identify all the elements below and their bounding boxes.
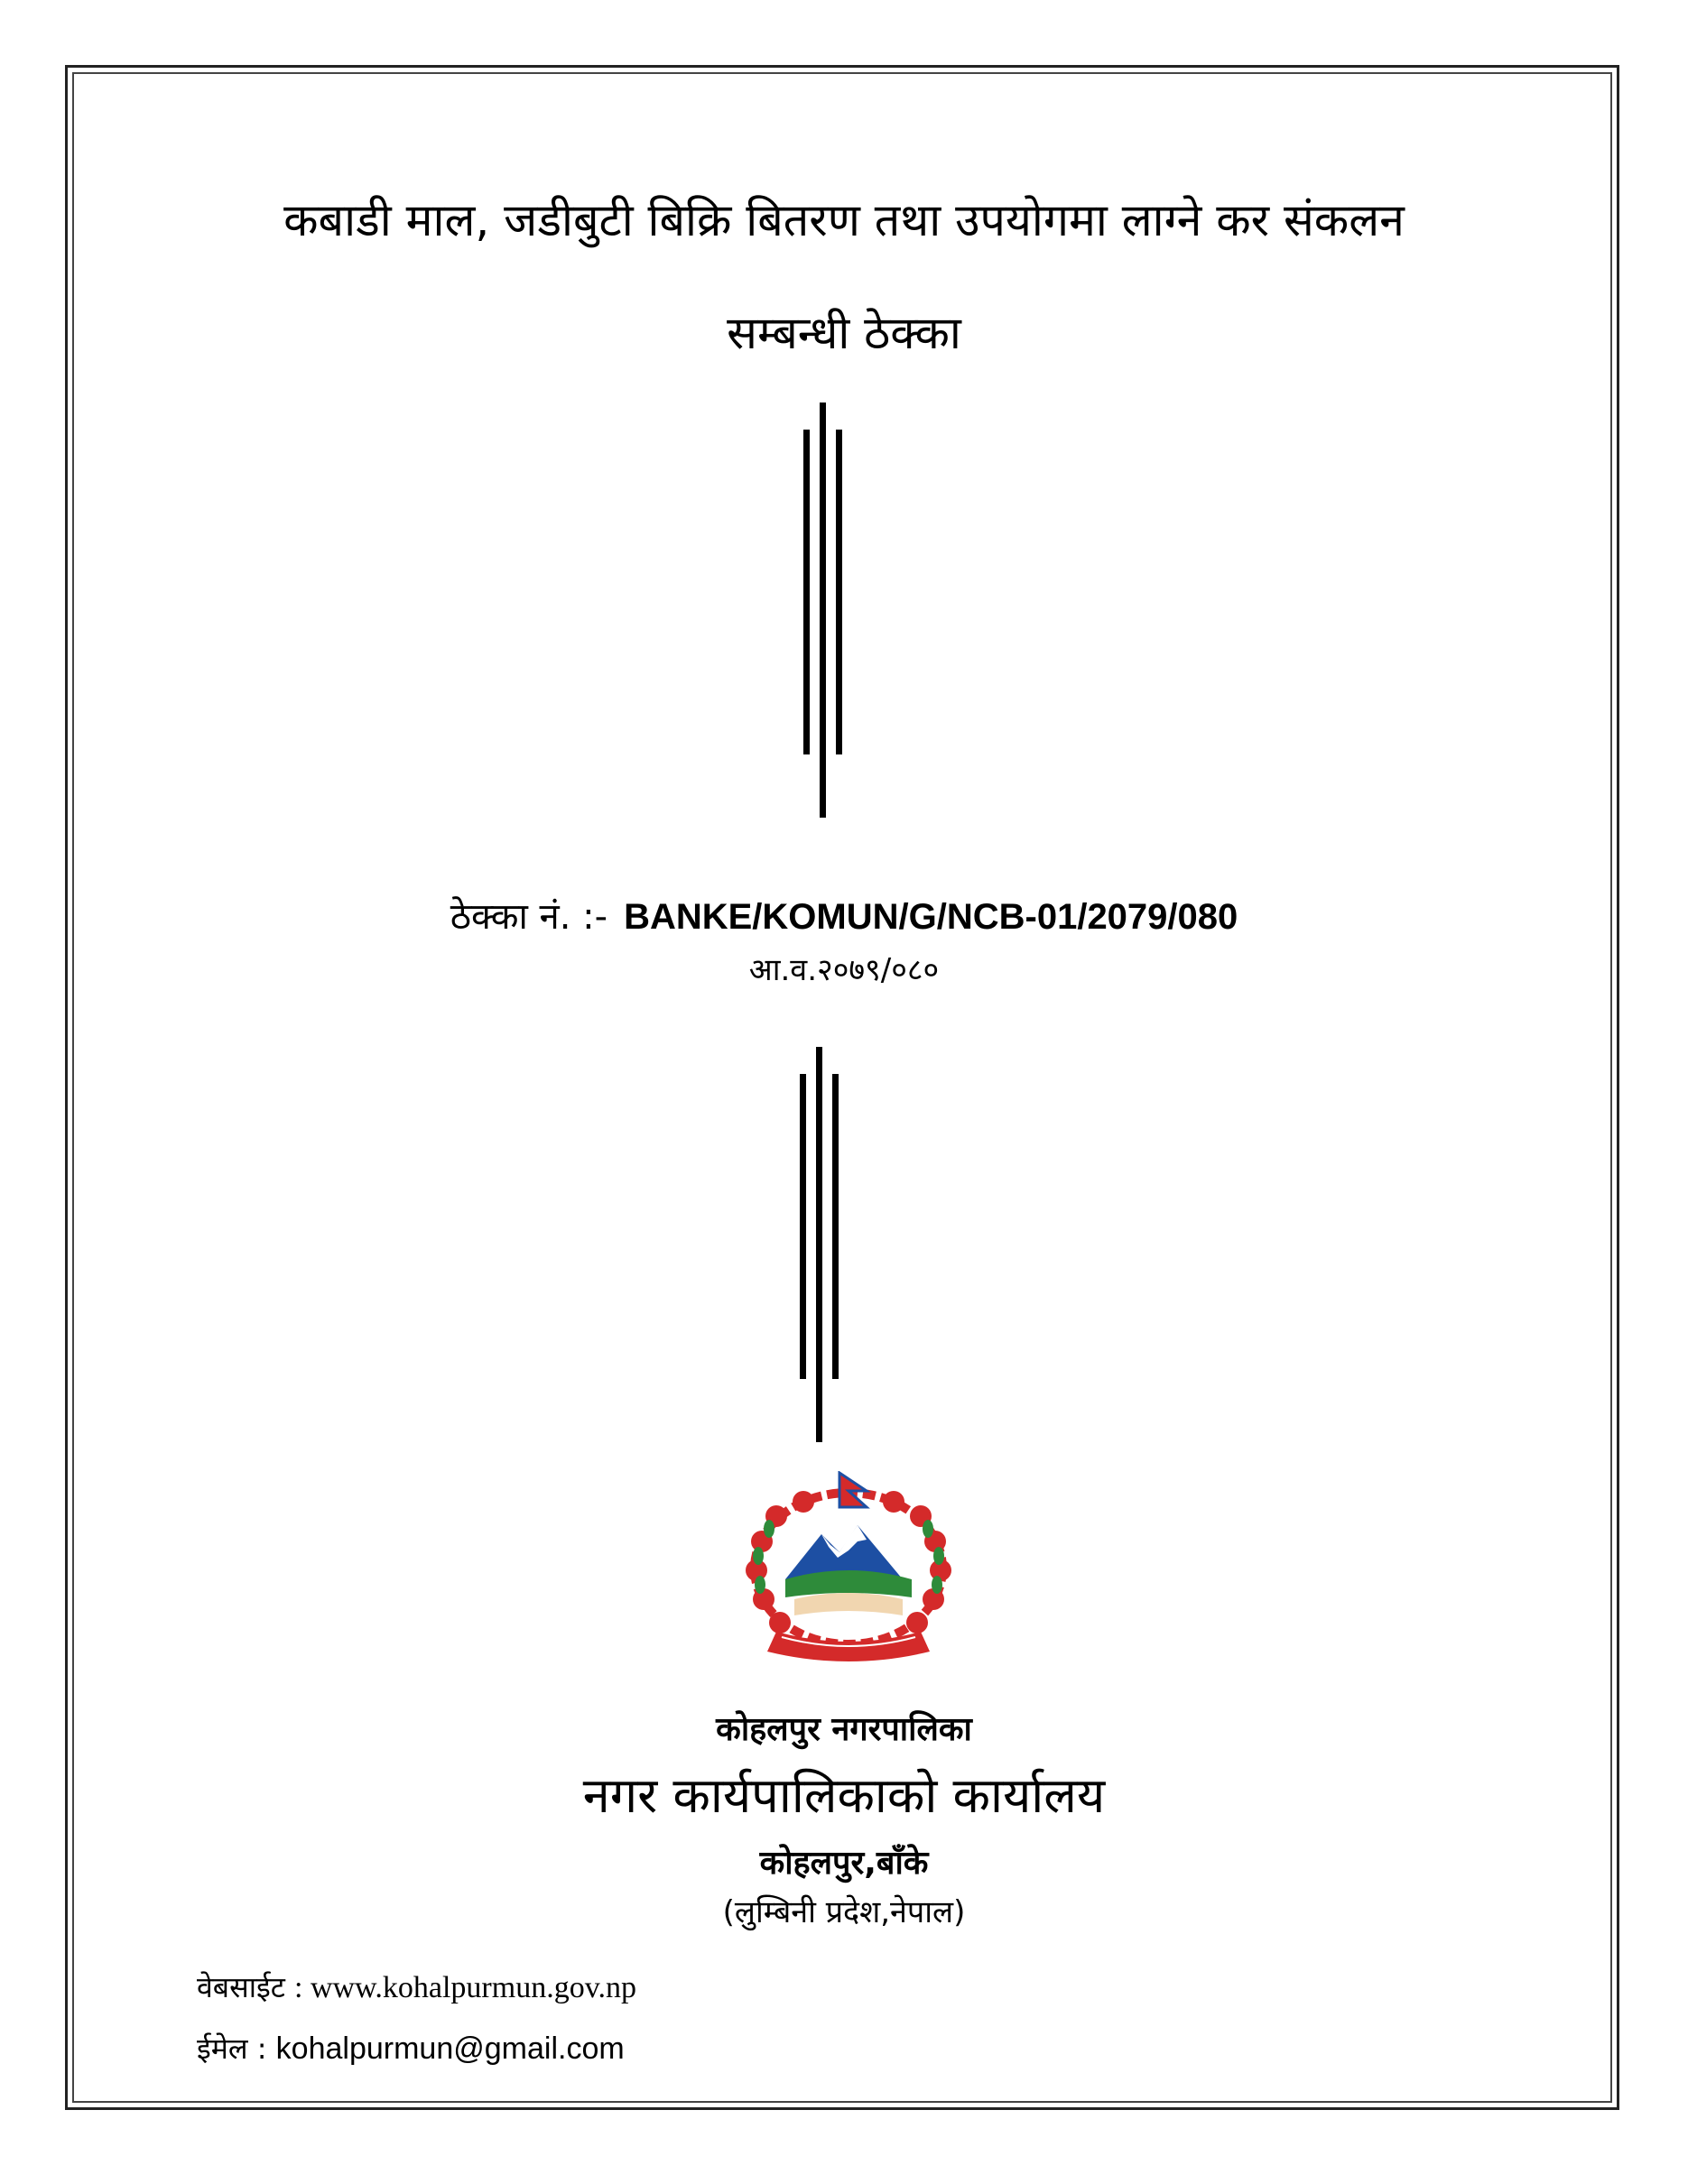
contract-number-label: ठेक्का नं. :- — [450, 896, 608, 938]
contract-number-value: BANKE/KOMUN/G/NCB-01/2079/080 — [624, 897, 1238, 937]
email-row — [197, 2029, 625, 2068]
separator-bar-left — [803, 430, 810, 754]
website-link[interactable]: : www.kohalpurmun.gov.np — [294, 1971, 636, 2004]
email-link[interactable]: kohalpurmun@gmail.com — [275, 2031, 625, 2066]
separator-bar-right — [832, 1074, 839, 1379]
office-location: कोहलपुर,बाँके — [759, 1845, 929, 1882]
separator-bar-center — [816, 1047, 822, 1442]
fiscal-year: आ.व.२०७९/०८० — [748, 952, 940, 988]
document-title-line-2: सम्बन्धी ठेक्का — [727, 307, 961, 359]
office-name: नगर कार्यपालिकाको कार्यालय — [582, 1767, 1106, 1824]
office-province: (लुम्बिनी प्रदेश,नेपाल) — [722, 1894, 966, 1930]
separator-bar-left — [800, 1074, 806, 1379]
decorative-separator-bottom — [805, 1047, 877, 1462]
contract-number-line — [0, 890, 1688, 939]
email-label: ईमेल : — [197, 2031, 267, 2066]
website-label: वेबसाईट — [197, 1970, 285, 2004]
website-row — [197, 1967, 636, 2006]
municipality-name: कोहलपुर नगरपालिका — [716, 1711, 972, 1748]
separator-bar-right — [836, 430, 842, 754]
separator-bar-center — [820, 403, 826, 818]
document-title-line-1: कबाडी माल, जडीबुटी बिक्रि बितरण तथा उपयोगमा लाग्ने कर संकलन — [283, 194, 1405, 246]
decorative-separator-top — [809, 403, 881, 818]
nepal-emblem-icon — [722, 1471, 975, 1671]
